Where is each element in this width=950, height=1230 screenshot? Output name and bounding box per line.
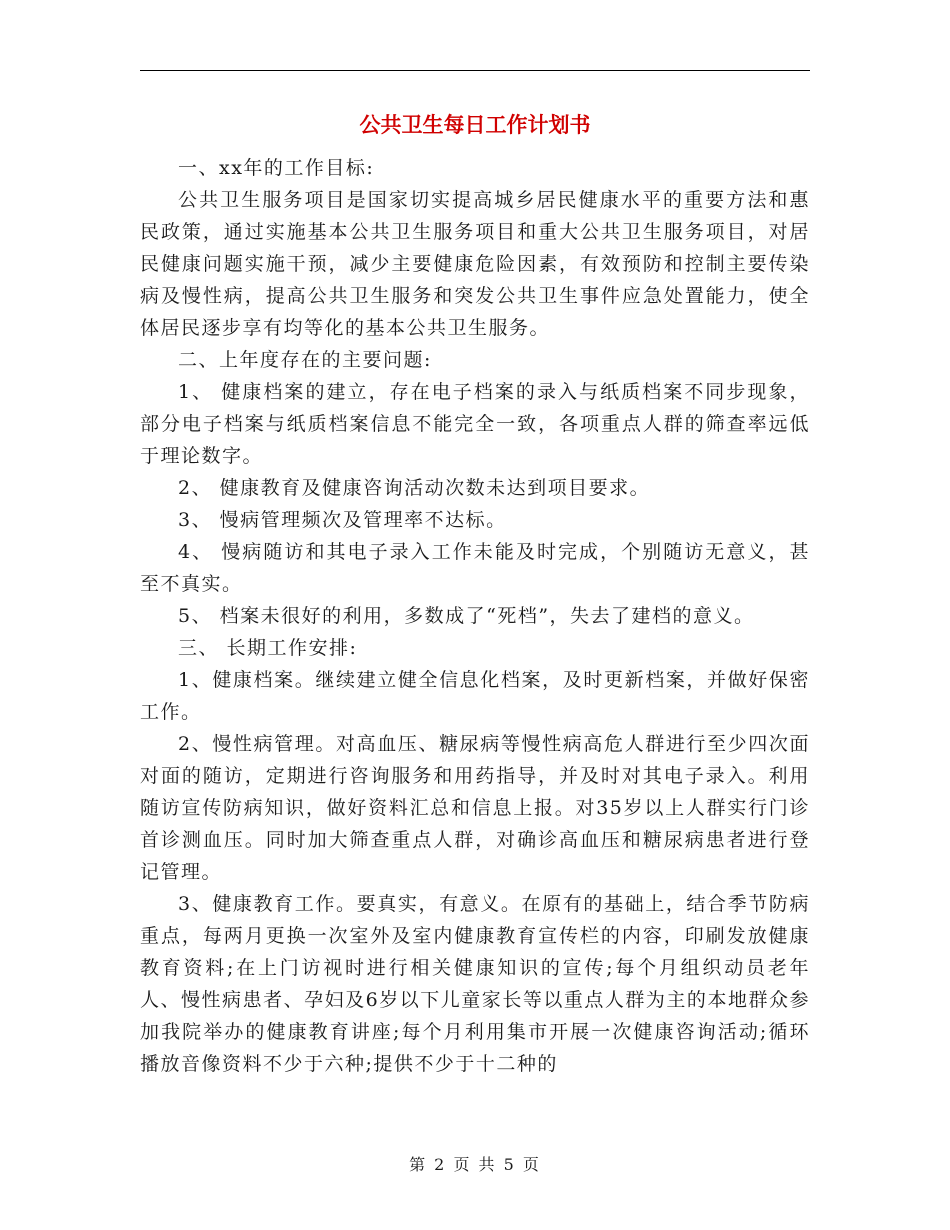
section-heading-problems: 二、上年度存在的主要问题: — [178, 349, 432, 371]
header-rule — [140, 70, 810, 71]
problem-item-1: 1、 健康档案的建立，存在电子档案的录入与纸质档案不同步现象，部分电子档案与纸质档案信息不能完全一致，各项重点人群的筛查率远低于理论数字。 — [140, 381, 810, 467]
page-number: 第 2 页 共 5 页 — [409, 1155, 541, 1174]
plan-item-1: 1、健康档案。继续建立健全信息化档案，及时更新档案，并做好保密工作。 — [140, 669, 810, 723]
problem-item-4: 4、 慢病随访和其电子录入工作未能及时完成，个别随访无意义，甚至不真实。 — [140, 541, 810, 595]
problem-item-5: 5、 档案未很好的利用，多数成了“死档”，失去了建档的意义。 — [178, 605, 755, 627]
document-body — [140, 152, 810, 1080]
problem-item-3: 3、 慢病管理频次及管理率不达标。 — [178, 509, 507, 531]
plan-item-2: 2、慢性病管理。对高血压、糖尿病等慢性病高危人群进行至少四次面对面的随访，定期进行咨询服务和用药指导，并及时对其电子录入。利用随访宣传防病知识，做好资料汇总和信息上报。对35岁以上人群实行门诊首诊测血压。同时加大筛查重点人群，对确诊高血压和糖尿病患者进行登记管理。 — [140, 733, 810, 883]
plan-item-3: 3、健康教育工作。要真实，有意义。在原有的基础上，结合季节防病重点，每两月更换一次室外及室内健康教育宣传栏的内容，印刷发放健康教育资料;在上门访视时进行相关健康知识的宣传;每个月组织动员老年人、慢性病患者、孕妇及6岁以下儿童家长等以重点人群为主的本地群众参加我院举办的健康教育讲座;每个月利用集市开展一次健康咨询活动;循环播放音像资料不少于六种;提供不少于十二种的 — [140, 893, 810, 1075]
document-title: 公共卫生每日工作计划书 — [359, 113, 591, 137]
section-heading-goals: 一、xx年的工作目标: — [178, 157, 375, 179]
section-heading-plan: 三、 长期工作安排: — [178, 637, 358, 659]
paragraph-goals: 公共卫生服务项目是国家切实提高城乡居民健康水平的重要方法和惠民政策，通过实施基本公共卫生服务项目和重大公共卫生服务项目，对居民健康问题实施干预，减少主要健康危险因素，有效预防和控制主要传染病及慢性病，提高公共卫生服务和突发公共卫生事件应急处置能力，使全体居民逐步享有均等化的基本公共卫生服务。 — [140, 189, 810, 339]
problem-item-2: 2、 健康教育及健康咨询活动次数未达到项目要求。 — [178, 477, 651, 499]
